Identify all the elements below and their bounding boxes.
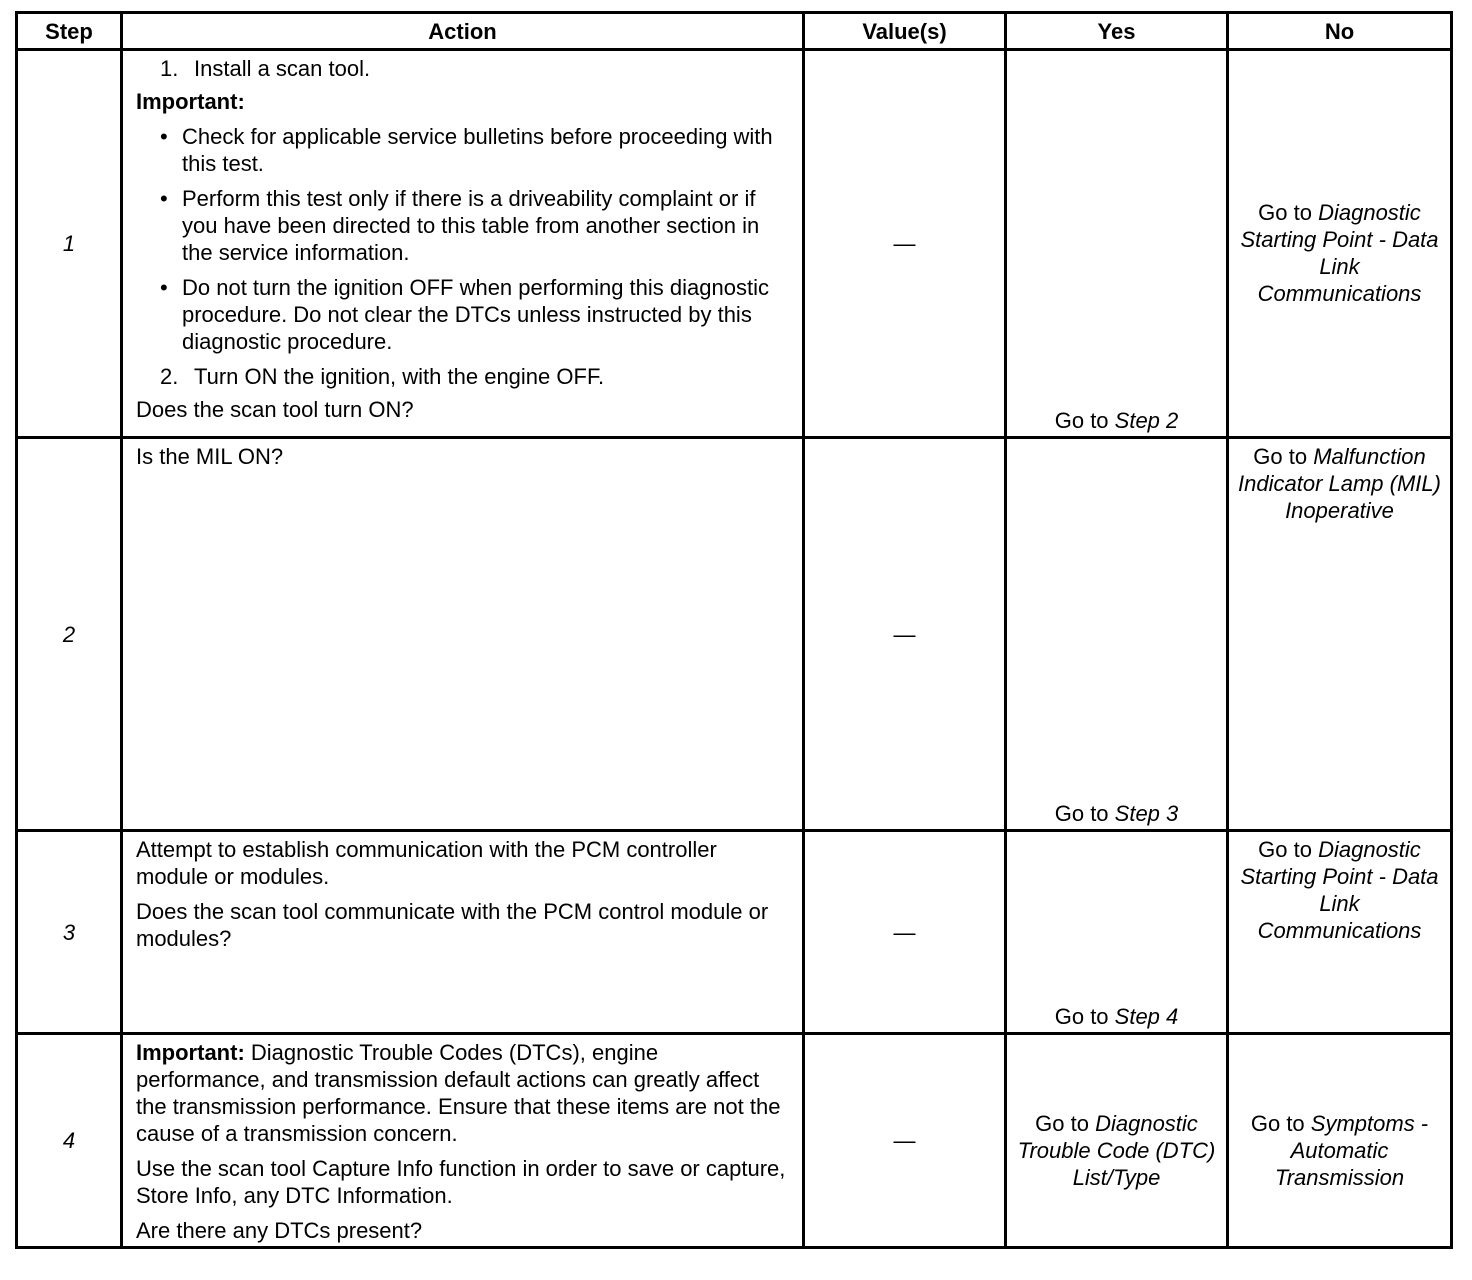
yes-prefix: Go to: [1054, 1004, 1115, 1029]
table-row: [17, 438, 1452, 831]
bullet-item: [160, 274, 790, 355]
step-number: 4: [17, 1034, 122, 1248]
install-scan-tool-text: Install a scan tool.: [194, 56, 371, 81]
instruction-text: Use the scan tool Capture Info function in order to save or capture, Store Info, any DTC Information.: [136, 1156, 786, 1208]
no-prefix: Go to: [1258, 837, 1319, 862]
list-number: 1.: [160, 56, 179, 81]
question-text: Are there any DTCs present?: [136, 1218, 423, 1243]
instruction-text: Attempt to establish communication with the PCM controller module or modules.: [136, 837, 717, 889]
header-action: Action: [122, 13, 804, 50]
header-values: Value(s): [804, 13, 1006, 50]
step-number: 1: [17, 50, 122, 438]
list-number: 2.: [160, 364, 179, 389]
no-cell: [1228, 1034, 1452, 1248]
bullet-item: [160, 185, 790, 266]
no-prefix: Go to: [1253, 444, 1314, 469]
no-cell: [1228, 831, 1452, 1034]
no-prefix: Go to: [1250, 1111, 1311, 1136]
no-link[interactable]: Diagnostic Starting Point - Data Link Communications: [1240, 837, 1439, 943]
value-cell: —: [804, 50, 1006, 438]
yes-cell: [1006, 438, 1228, 831]
question-text: Does the scan tool turn ON?: [136, 397, 414, 422]
question-text: Does the scan tool communicate with the PCM control module or modules?: [136, 899, 769, 951]
action-cell: [122, 438, 804, 831]
bullet-icon: •: [160, 124, 168, 149]
list-item: [160, 363, 790, 390]
step-number: 2: [17, 438, 122, 831]
list-item: [160, 55, 790, 82]
no-cell: [1228, 438, 1452, 831]
no-link[interactable]: Malfunction Indicator Lamp (MIL) Inoperative: [1238, 444, 1441, 523]
yes-link[interactable]: Diagnostic Trouble Code (DTC) List/Type: [1017, 1111, 1216, 1190]
yes-link[interactable]: Step 2: [1114, 408, 1179, 433]
value-cell: —: [804, 438, 1006, 831]
yes-prefix: Go to: [1035, 1111, 1096, 1136]
turn-on-text: Turn ON the ignition, with the engine OFF.: [194, 364, 605, 389]
yes-cell: [1006, 50, 1228, 438]
header-row: [17, 13, 1452, 50]
table-row: [17, 1034, 1452, 1248]
important-label: Important:: [136, 89, 245, 114]
table-row: [17, 831, 1452, 1034]
yes-link[interactable]: Step 4: [1114, 1004, 1179, 1029]
table-row: [17, 50, 1452, 438]
question-text: Is the MIL ON?: [136, 444, 284, 469]
no-link[interactable]: Diagnostic Starting Point - Data Link Communications: [1240, 199, 1439, 306]
yes-cell: [1006, 831, 1228, 1034]
no-link[interactable]: Symptoms - Automatic Transmission: [1274, 1111, 1429, 1190]
yes-prefix: Go to: [1054, 801, 1115, 826]
bullet-icon: •: [160, 275, 168, 300]
bullet-item: [160, 123, 790, 177]
important-text: Diagnostic Trouble Codes (DTCs), engine performance, and transmission default actions can greatly affect the transmission performance. Ensure that these items are not the cause of a transmission concern.: [136, 1040, 781, 1146]
bullet-text: Do not turn the ignition OFF when performing this diagnostic procedure. Do not clear the DTCs unless instructed by this diagnostic procedure.: [182, 275, 769, 354]
important-paragraph: [136, 1039, 790, 1147]
diagnostic-table: [15, 11, 1453, 1249]
bullet-text: Perform this test only if there is a driveability complaint or if you have been directed to this table from another section in the service information.: [182, 186, 760, 265]
action-cell: [122, 1034, 804, 1248]
step-number: 3: [17, 831, 122, 1034]
value-cell: —: [804, 1034, 1006, 1248]
yes-cell: [1006, 1034, 1228, 1248]
header-step: Step: [17, 13, 122, 50]
action-cell: [122, 50, 804, 438]
header-no: No: [1228, 13, 1452, 50]
bullet-text: Check for applicable service bulletins before proceeding with this test.: [182, 124, 773, 176]
important-label: Important:: [136, 1040, 245, 1065]
header-yes: Yes: [1006, 13, 1228, 50]
value-cell: —: [804, 831, 1006, 1034]
no-cell: [1228, 50, 1452, 438]
action-cell: [122, 831, 804, 1034]
no-prefix: Go to: [1258, 199, 1319, 225]
yes-prefix: Go to: [1054, 408, 1115, 433]
bullet-icon: •: [160, 186, 168, 211]
yes-link[interactable]: Step 3: [1114, 801, 1179, 826]
